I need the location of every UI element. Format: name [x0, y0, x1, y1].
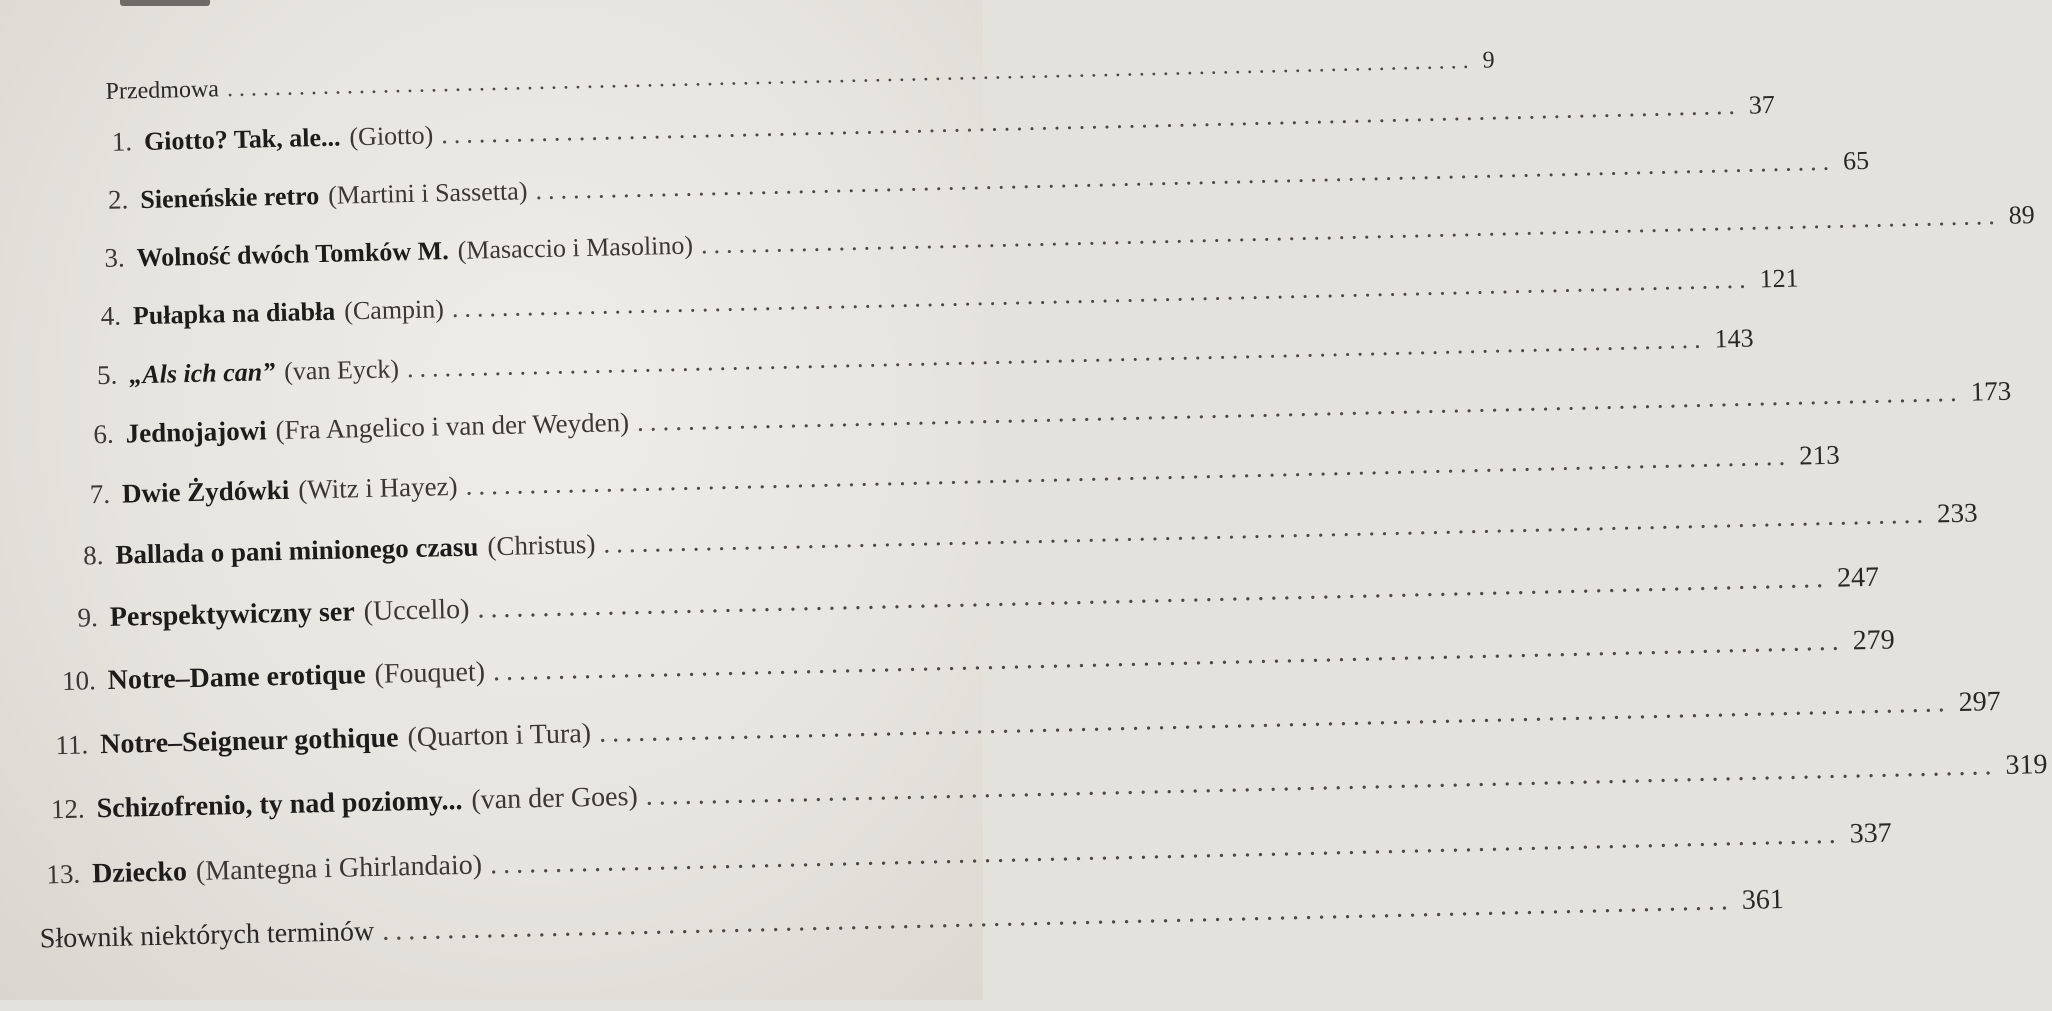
toc-entry-back	[39, 883, 1785, 955]
toc-chapter-title: Ballada o pani minionego czasu	[115, 531, 479, 570]
toc-leader-dots: ........................................................................................................	[645, 750, 1998, 812]
toc-page-number: 233	[1936, 497, 1978, 529]
toc-entry-chapter-7	[89, 439, 1841, 510]
toc-chapter-number: 13.	[46, 858, 81, 890]
toc-chapter-number: 9.	[77, 602, 99, 633]
toc-chapter-title: Sieneńskie retro	[140, 181, 320, 215]
toc-page-number: 361	[1741, 883, 1785, 916]
toc-leader-dots: ........................................................................................................	[226, 47, 1475, 103]
toc-entry-chapter-12	[50, 748, 2048, 826]
toc-leader-dots: ........................................................................................................	[492, 625, 1845, 688]
toc-chapter-artists: (Giotto)	[349, 120, 434, 152]
toc-chapter-artists: (Mantegna i Ghirlandaio)	[195, 849, 483, 887]
toc-leader-dots: ........................................................................................................	[477, 562, 1830, 625]
toc-chapter-title: Dziecko	[91, 856, 188, 890]
toc-page-number: 65	[1842, 145, 1870, 176]
toc-leader-dots: ........................................................................................................	[406, 324, 1707, 384]
toc-chapter-number: 4.	[100, 300, 122, 332]
toc-page-number: 37	[1748, 89, 1776, 120]
toc-chapter-artists: (Quarton i Tura)	[407, 717, 592, 754]
toc-chapter-title: Notre–Seigneur gothique	[99, 722, 399, 761]
toc-chapter-artists: (van Eyck)	[283, 354, 400, 386]
toc-chapter-number: 10.	[61, 665, 97, 696]
toc-chapter-number: 5.	[96, 359, 118, 391]
toc-leader-dots: ........................................................................................................	[603, 498, 1930, 559]
toc-entry-title: Przedmowa	[105, 76, 220, 105]
toc-leader-dots: ........................................................................................................	[451, 264, 1752, 324]
toc-chapter-number: 8.	[82, 540, 104, 571]
toc-chapter-title: Giotto? Tak, ale...	[143, 122, 341, 156]
toc-chapter-artists: (Uccello)	[363, 593, 470, 628]
toc-page-number: 173	[1970, 375, 2012, 407]
toc-leader-dots: ........................................................................................................	[636, 376, 1963, 437]
toc-page-number: 89	[2008, 200, 2035, 230]
toc-entry-chapter-3	[104, 200, 2035, 274]
toc-chapter-title: „Als ich can”	[128, 357, 276, 390]
toc-chapter-artists: (Martini i Sassetta)	[327, 176, 528, 210]
toc-chapter-title: Notre–Dame erotique	[107, 659, 366, 696]
toc-chapter-artists: (van der Goes)	[471, 780, 639, 816]
toc-entry-title: Słownik niektórych terminów	[39, 915, 375, 955]
toc-page-number: 247	[1836, 561, 1880, 594]
toc-chapter-title: Pułapka na diabła	[132, 296, 336, 331]
toc-chapter-number: 7.	[89, 478, 111, 510]
toc-chapter-title: Perspektywiczny ser	[109, 596, 356, 633]
toc-leader-dots: ........................................................................................................	[381, 885, 1735, 947]
toc-entry-front	[105, 47, 1495, 106]
toc-page-number: 213	[1798, 439, 1841, 471]
toc-entry-chapter-5	[96, 323, 1754, 392]
toc-chapter-title: Wolność dwóch Tomków M.	[136, 236, 449, 273]
toc-chapter-artists: (Masaccio i Masolino)	[457, 230, 694, 265]
toc-entry-chapter-9	[77, 561, 1880, 634]
toc-chapter-title: Jednojajowi	[125, 415, 267, 449]
toc-leader-dots: ........................................................................................................	[489, 818, 1843, 881]
toc-chapter-title: Schizofrenio, ty nad poziomy...	[96, 784, 463, 825]
toc-chapter-artists: (Campin)	[343, 294, 445, 326]
toc-chapter-number: 11.	[55, 729, 89, 761]
toc-leader-dots: ........................................................................................................	[465, 440, 1792, 501]
toc-page-number: 121	[1759, 263, 1799, 294]
toc-chapter-title: Dwie Żydówki	[121, 474, 290, 509]
toc-entry-chapter-2	[107, 145, 1870, 216]
toc-chapter-artists: (Fra Angelico i van der Weyden)	[275, 407, 630, 446]
toc-entry-chapter-4	[100, 263, 1799, 332]
toc-page-number: 337	[1849, 817, 1892, 850]
toc-chapter-number: 3.	[104, 242, 125, 273]
toc-page-number: 143	[1714, 323, 1754, 354]
toc-chapter-number: 2.	[107, 184, 129, 215]
toc-entry-chapter-10	[61, 624, 1895, 698]
toc-page-number: 279	[1852, 624, 1895, 657]
toc-page-number: 297	[1958, 686, 2002, 718]
toc-chapter-number: 12.	[50, 793, 85, 825]
toc-chapter-number: 1.	[111, 126, 133, 157]
toc-entry-chapter-6	[93, 375, 2012, 450]
toc-leader-dots: ........................................................................................................	[700, 200, 2001, 260]
toc-chapter-number: 6.	[93, 418, 114, 450]
toc-entry-chapter-11	[55, 686, 2002, 762]
toc-chapter-artists: (Fouquet)	[374, 656, 486, 690]
toc-leader-dots: ........................................................................................................	[535, 146, 1836, 206]
toc-page-number: 9	[1482, 47, 1495, 74]
page-top-edge	[120, 0, 210, 6]
toc-entry-chapter-8	[82, 497, 1978, 571]
toc-page-number: 319	[2005, 748, 2048, 781]
toc-entry-chapter-13	[46, 817, 1892, 891]
toc-leader-dots: ........................................................................................................	[440, 90, 1742, 150]
toc-chapter-artists: (Witz i Hayez)	[297, 470, 458, 505]
toc-leader-dots: ........................................................................................................	[598, 687, 1952, 749]
toc-chapter-artists: (Christus)	[487, 528, 596, 562]
